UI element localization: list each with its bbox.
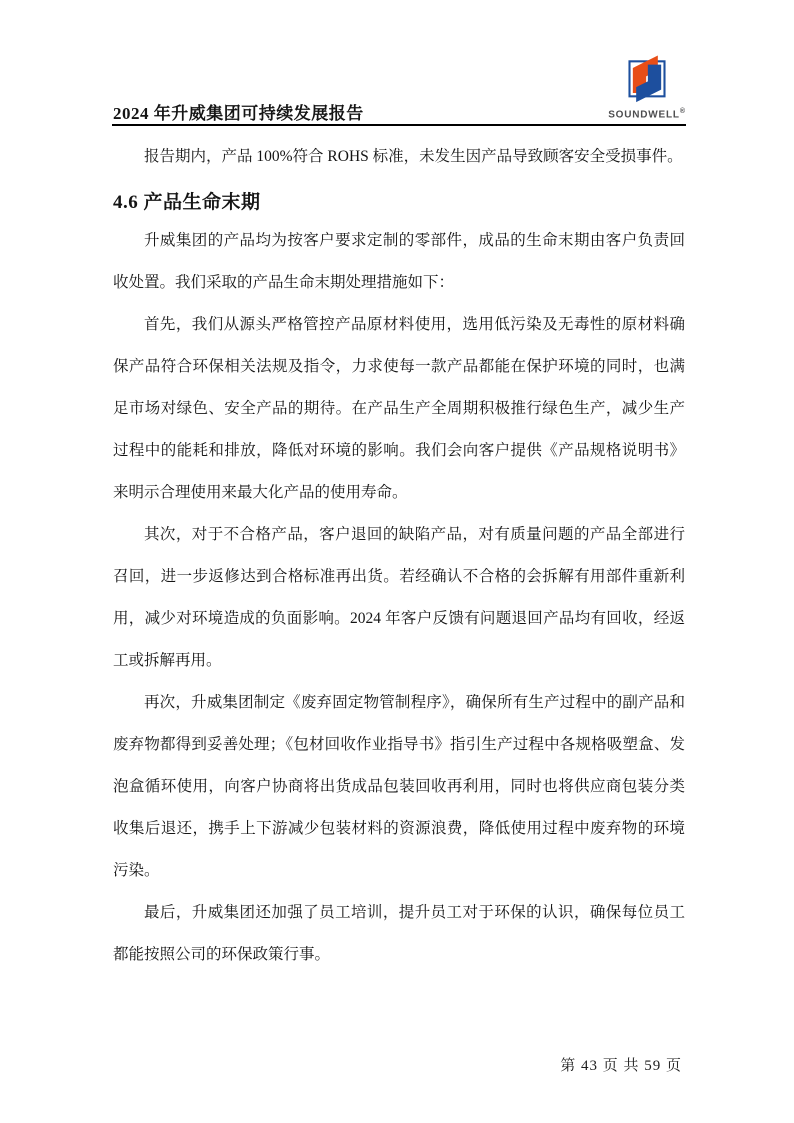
- registered-trademark-icon: ®: [679, 108, 686, 115]
- section-heading-4-6: 4.6 产品生命末期: [113, 192, 261, 213]
- soundwell-logo-text: SOUNDWELL: [608, 109, 680, 121]
- header-divider: [112, 124, 686, 126]
- soundwell-logo: [608, 50, 686, 121]
- soundwell-logo-icon: [622, 50, 672, 106]
- intro-paragraph: 报告期内，产品 100%符合 ROHS 标准，未发生因产品导致顾客安全受损事件。: [144, 148, 683, 165]
- report-header-title: 2024 年升威集团可持续发展报告: [113, 104, 364, 123]
- soundwell-logo-wordmark: [608, 106, 686, 121]
- paragraph-second-measure: 其次，对于不合格产品，客户退回的缺陷产品，对有质量问题的产品全部进行召回，进一步返修达到合格标准再出货。若经确认不合格的会拆解有用部件重新利用，减少对环境造成的负面影响。2024 年客户反馈有问题退回产品均有回收，经返工或拆解再用。: [113, 526, 685, 669]
- page-number-indicator: 第 43 页 共 59 页: [560, 1058, 682, 1074]
- paragraph-overview: 升威集团的产品均为按客户要求定制的零部件，成品的生命末期由客户负责回收处置。我们采取的产品生命末期处理措施如下：: [113, 232, 685, 291]
- paragraph-fourth-measure: 最后，升威集团还加强了员工培训，提升员工对于环保的认识，确保每位员工都能按照公司的环保政策行事。: [113, 904, 685, 963]
- document-body: [113, 136, 685, 976]
- paragraph-first-measure: 首先，我们从源头严格管控产品原材料使用，选用低污染及无毒性的原材料确保产品符合环保相关法规及指令，力求使每一款产品都能在保护环境的同时，也满足市场对绿色、安全产品的期待。在产品生产全周期积极推行绿色生产，减少生产过程中的能耗和排放，降低对环境的影响。我们会向客户提供《产品规格说明书》来明示合理使用来最大化产品的使用寿命。: [113, 316, 685, 501]
- paragraph-third-measure: 再次，升威集团制定《废弃固定物管制程序》，确保所有生产过程中的副产品和废弃物都得到妥善处理；《包材回收作业指导书》指引生产过程中各规格吸塑盒、发泡盒循环使用，向客户协商将出货成品包装回收再利用，同时也将供应商包装分类收集后退还，携手上下游减少包装材料的资源浪费，降低使用过程中废弃物的环境污染。: [113, 694, 685, 879]
